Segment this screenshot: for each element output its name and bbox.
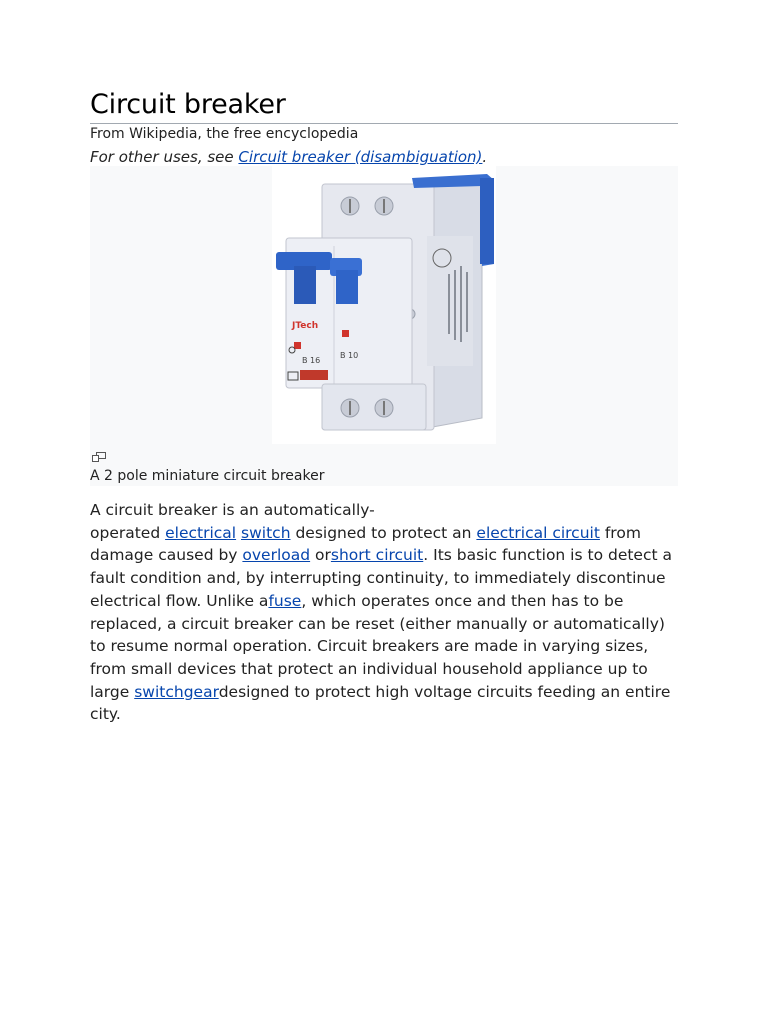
tagline: From Wikipedia, the free encyclopedia [90, 126, 359, 142]
link-fuse[interactable]: fuse [268, 591, 302, 610]
link-electrical[interactable]: electrical [165, 523, 237, 542]
rating-left: B 16 [302, 356, 321, 365]
text-span: designed to protect an [290, 523, 477, 542]
enlarge-icon[interactable] [92, 452, 106, 462]
link-switchgear[interactable]: switchgear [134, 682, 219, 701]
link-overload[interactable]: overload [242, 546, 311, 565]
text-span: designed to protect high voltage circuits feeding an entire city. [90, 682, 671, 724]
text-span: A circuit breaker is an automatically- [90, 501, 375, 519]
text-span: , which operates once and then has to be replaced, a circuit breaker can be reset (either manually or automatically) to resume normal operation. Circuit breakers are made in varying sizes, from small devices that protect an individual household appliance up to large [90, 591, 665, 701]
link-electrical-circuit[interactable]: electrical circuit [476, 523, 600, 542]
hatnote [90, 146, 487, 168]
brand-label: JTech [292, 321, 319, 331]
text-span: from damage caused by [90, 523, 641, 565]
link-switch[interactable]: switch [241, 523, 291, 542]
hatnote-prefix: For other uses, see [90, 148, 239, 166]
rating-right: B 10 [340, 351, 359, 360]
text-span: . Its basic function is to detect a fault condition and, by interrupting continuity, to immediately discontinue electrical flow. Unlike a [90, 546, 672, 610]
disambiguation-link[interactable]: Circuit breaker (disambiguation) [238, 148, 483, 166]
text-span: operated [90, 523, 166, 542]
article-paragraph [90, 499, 680, 726]
circuit-breaker-photo[interactable] [272, 166, 496, 444]
page-title: Circuit breaker [90, 89, 286, 120]
text-span: or [310, 546, 331, 565]
figure [90, 166, 678, 486]
hatnote-suffix: . [482, 148, 488, 166]
link-short-circuit[interactable]: short circuit [330, 546, 424, 565]
figure-caption: A 2 pole miniature circuit breaker [90, 468, 325, 484]
